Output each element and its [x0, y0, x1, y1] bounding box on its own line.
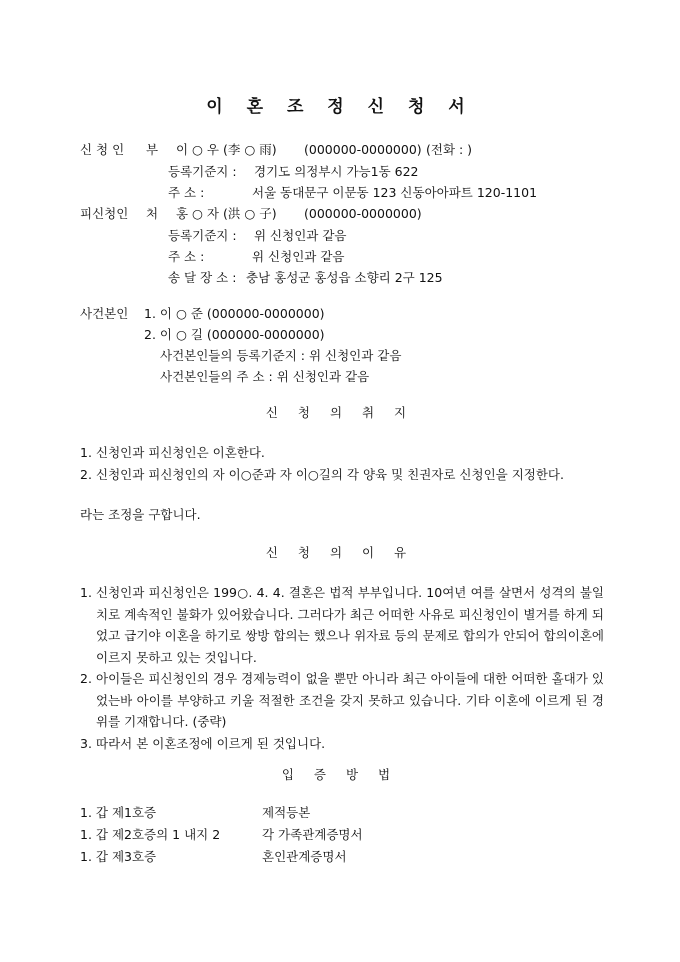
applicant-phone: (전화 : ) — [426, 142, 473, 157]
purpose-list — [80, 442, 604, 485]
list-item — [80, 668, 604, 733]
principals-registry: 사건본인들의 등록기준지 : 위 신청인과 같음 — [160, 348, 402, 363]
item-text: 신청인과 피신청인의 자 이○준과 자 이○길의 각 양육 및 친권자로 신청인을 지정한다. — [96, 466, 564, 482]
list-item — [80, 442, 604, 464]
principal-item: 2. 이 ○ 길 (000000-0000000) — [144, 327, 325, 342]
respondent-id: (000000-0000000) — [304, 206, 422, 221]
evidence-heading: 입 증 방 법 — [281, 767, 399, 782]
evidence-item: 1. 갑 제3호증 — [80, 849, 157, 864]
applicant-registry-label: 등록기준지 : — [168, 164, 237, 179]
reasons-list — [80, 582, 604, 754]
item-text: 신청인과 피신청인은 이혼한다. — [96, 445, 265, 460]
item-text: 신청인과 피신청인은 199○. 4. 4. 결혼은 법적 부부입니다. 10여년 여를 살면서 성격의 불일치로 계속적인 불화가 있어왔습니다. 그러다가 최근 어떠한 사유로 피신청인이 별거를 하게 되었고 급기야 이혼을 하기로 쌍방 합의는 했으나 위자료 등의 문제로 합의가 안되어 합의이혼에 이르지 못하고 있는 것입니다. — [96, 585, 604, 665]
respondent-role: 처 — [146, 206, 159, 221]
respondent-address: 위 신청인과 같음 — [252, 249, 345, 264]
list-item — [80, 733, 604, 755]
reasons-heading: 신 청 의 이 유 — [265, 545, 415, 560]
item-text: 아이들은 피신청인의 경우 경제능력이 없을 뿐만 아니라 최근 아이들에 대한 어떠한 홀대가 있었는바 아이를 부양하고 키울 적절한 조건을 갖지 못하고 있습니다. 기타 이혼에 이르게 된 경위를 기재합니다. (중략) — [96, 671, 604, 729]
evidence-item: 1. 갑 제2호증의 1 내지 2 — [80, 827, 221, 842]
applicant-id: (000000-0000000) — [304, 142, 422, 157]
applicant-label: 신 청 인 — [80, 142, 125, 157]
evidence-desc: 각 가족관계증명서 — [262, 827, 363, 842]
purpose-closing: 라는 조정을 구합니다. — [80, 507, 201, 522]
applicant-name: 이 ○ 우 (李 ○ 雨) — [176, 142, 277, 157]
document-title: 이 혼 조 정 신 청 서 — [206, 97, 474, 117]
respondent-registry-label: 등록기준지 : — [168, 228, 237, 243]
respondent-delivery: 충남 홍성군 홍성읍 소향리 2구 125 — [246, 270, 443, 285]
respondent-label: 피신청인 — [80, 206, 129, 221]
item-number: 2. — [80, 671, 92, 686]
evidence-item: 1. 갑 제1호증 — [80, 805, 157, 820]
principal-item: 1. 이 ○ 준 (000000-0000000) — [144, 306, 325, 321]
respondent-delivery-label: 송 달 장 소 : — [168, 270, 237, 285]
applicant-registry: 경기도 의정부시 가능1동 622 — [254, 164, 419, 179]
principals-address: 사건본인들의 주 소 : 위 신청인과 같음 — [160, 369, 370, 384]
respondent-name: 홍 ○ 자 (洪 ○ 子) — [176, 206, 277, 221]
item-text: 따라서 본 이혼조정에 이르게 된 것입니다. — [96, 735, 326, 751]
applicant-role: 부 — [146, 142, 159, 157]
item-number: 1. — [80, 445, 92, 460]
evidence-desc: 제적등본 — [262, 805, 311, 820]
applicant-address: 서울 동대문구 이문동 123 신동아아파트 120-1101 — [252, 185, 538, 200]
applicant-address-label: 주 소 : — [168, 185, 205, 200]
evidence-desc: 혼인관계증명서 — [262, 849, 347, 864]
respondent-registry: 위 신청인과 같음 — [254, 228, 347, 243]
purpose-heading: 신 청 의 취 지 — [265, 405, 415, 420]
item-number: 3. — [80, 735, 92, 751]
list-item — [80, 464, 604, 486]
respondent-address-label: 주 소 : — [168, 249, 205, 264]
list-item — [80, 582, 604, 668]
principals-label: 사건본인 — [80, 306, 129, 321]
item-number: 1. — [80, 585, 92, 600]
item-number: 2. — [80, 466, 92, 482]
